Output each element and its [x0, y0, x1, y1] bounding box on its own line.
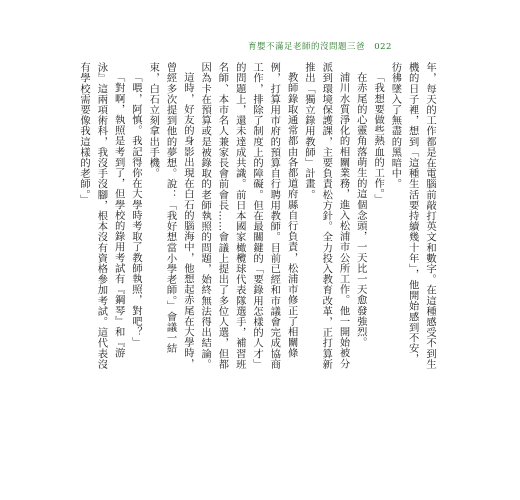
- paragraph: 「喂，阿慎。我記得你在大學時考取了教師執照，對吧？」: [129, 72, 142, 348]
- page-number: 022: [374, 42, 392, 52]
- paragraph: 這時，好友的身影出現在白石的腦海中，他想起赤尾在大學時，曾經多次提到他的夢想。說：「我好想當小學老師。」會議一結束，白石立刻拿出手機。: [147, 62, 194, 370]
- running-header: [248, 40, 392, 52]
- paragraph: 教師錄取通常都由各都道府縣自行負責，松浦市修正了相關條例，打算用市府的預算自行聘用教師。目前已經和市議會完成協商工作，排除了制度上的障礙。但在最關鍵的「要錄用怎樣的人才」的問題上，還未達成共識。前日本國家橄欖球代表隊選手，補習班名師、本市名人兼家長會前會長……會議上提出了多位人選，但都因為卡在預算或是被錄取的老師執照的問題，始終無法得出結論。: [199, 62, 298, 370]
- running-header-title: 育嬰不滿足老師的沒問題三爸: [248, 42, 366, 52]
- paragraph: 「對啊，執照是考到了，但學校的錄用考試有『鋼琴』和『游泳』這兩項術科，我沒手沒腳，根本沒有資格參加考試。這代表沒有學校需要像我這樣的老師。」: [78, 62, 125, 370]
- paragraph: 在赤尾的心靈角落萌生的這個念頭，一天比一天愈發強烈。: [354, 72, 367, 348]
- paragraph: 「我想要做些熱血的工作。」: [372, 72, 385, 205]
- paragraph: 浦川水質淨化的相關業務，進入松浦市公所工作。他一開始被分派到環境保護課，主要負責松方針。全力投入教育改革，正打算新推出「獨立錄用教師」計畫。: [302, 62, 350, 370]
- vertical-body-text: [78, 62, 438, 374]
- paragraph: 年，每天的工作都是在電腦前敲打英文和數字。在這種感受不到生機的日子裡，想到「這種生活要持續幾十年」，他開始感到不安，彷彿墜入了無盡的黑暗中。: [389, 62, 436, 370]
